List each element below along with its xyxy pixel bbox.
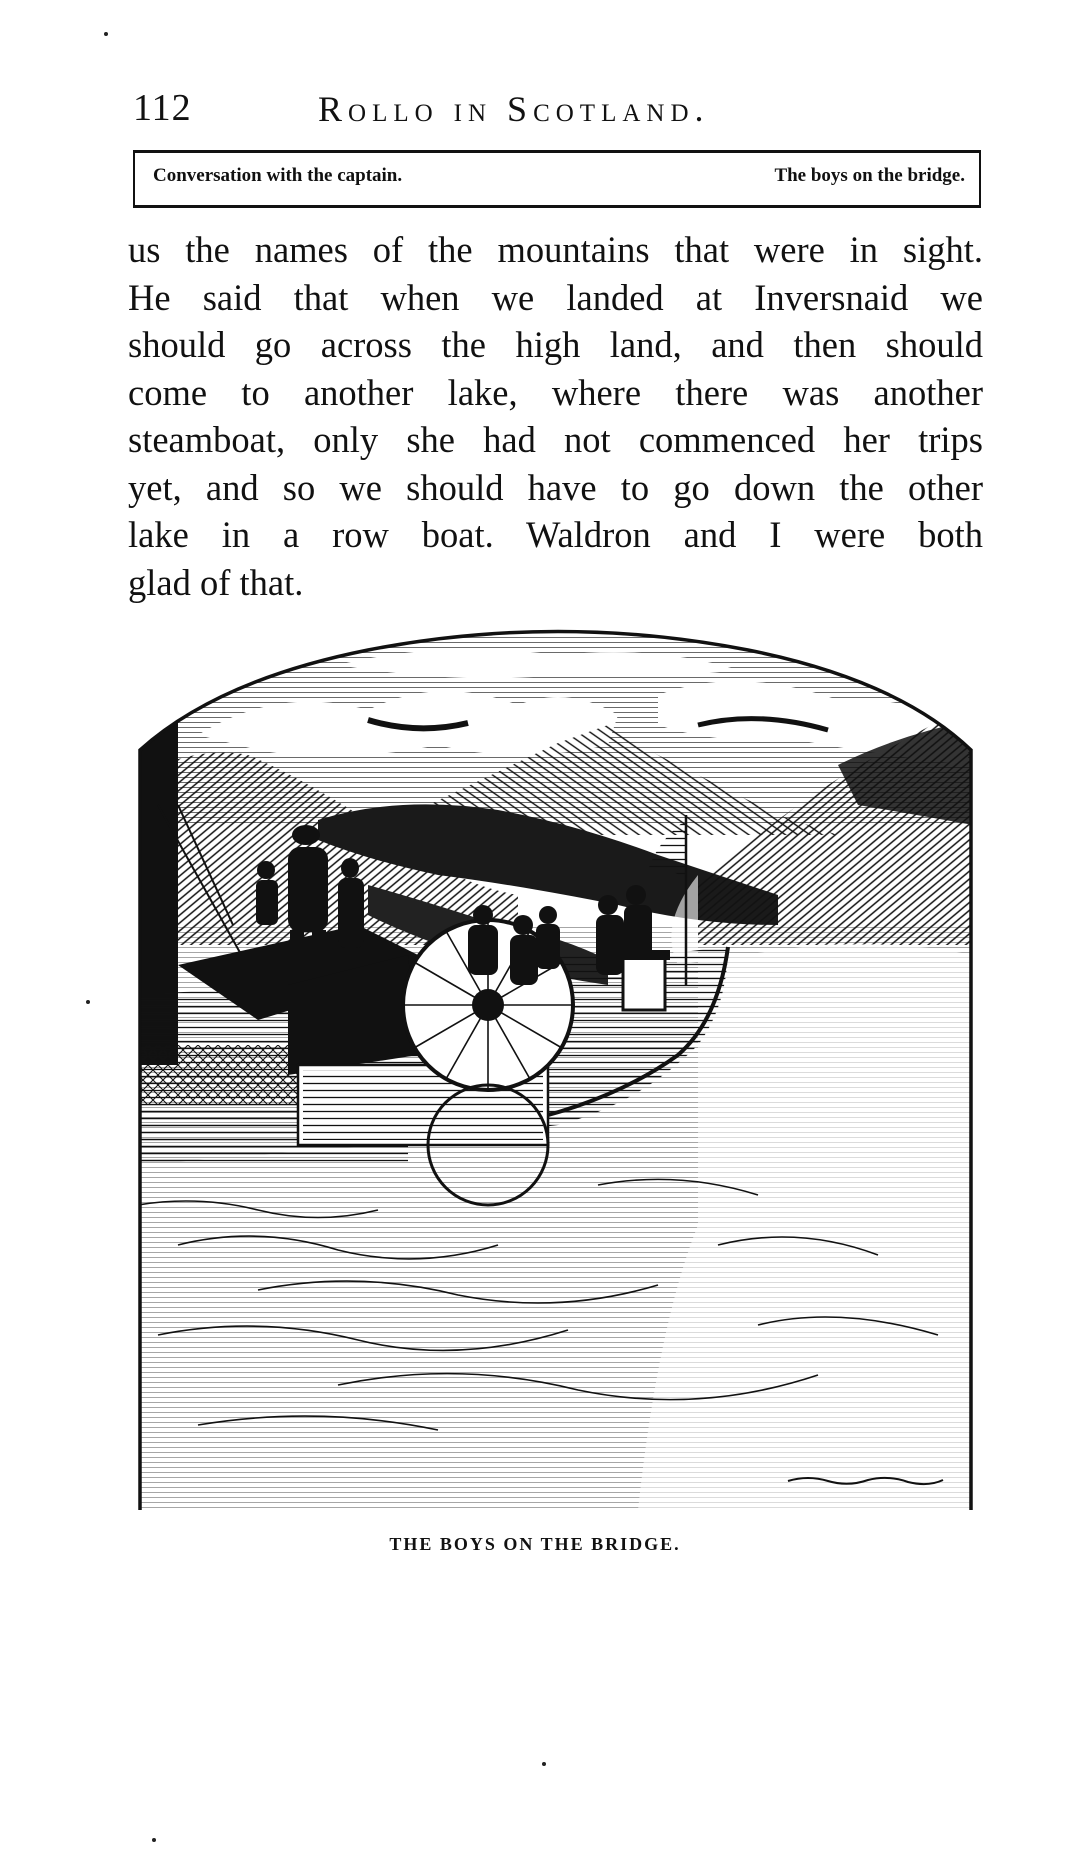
body-line: He said that when we landed at Inversnaid we (128, 276, 983, 318)
steamboat-engraving (138, 625, 973, 1510)
sidenote-right: The boys on the bridge. (774, 165, 965, 186)
running-head (133, 86, 981, 136)
page-number: 112 (133, 87, 192, 129)
body-paragraph (128, 226, 983, 606)
ink-speck (86, 1000, 90, 1004)
header-rule-top (133, 150, 981, 153)
ink-speck (152, 1838, 156, 1842)
body-line: come to another lake, where there was another (128, 371, 983, 413)
body-line: steamboat, only she had not commenced her trips (128, 419, 983, 460)
sidenote-box-right-edge (979, 152, 981, 206)
body-line: should go across the high land, and then should (128, 324, 983, 365)
book-title: Rollo in Scotland. (318, 89, 710, 129)
body-line: glad of that. (128, 561, 304, 603)
sidenote-left: Conversation with the captain. (153, 165, 403, 186)
figure-caption: THE BOYS ON THE BRIDGE. (389, 1534, 681, 1554)
body-line: us the names of the mountains that were in sight. (128, 229, 983, 270)
ink-speck (542, 1762, 546, 1766)
body-line: lake in a row boat. Waldron and I were both (128, 514, 983, 555)
ink-speck (104, 32, 108, 36)
header-rule-bottom (133, 205, 981, 208)
body-line: yet, and so we should have to go down the other (128, 466, 983, 508)
sidenote-bar (135, 165, 977, 195)
